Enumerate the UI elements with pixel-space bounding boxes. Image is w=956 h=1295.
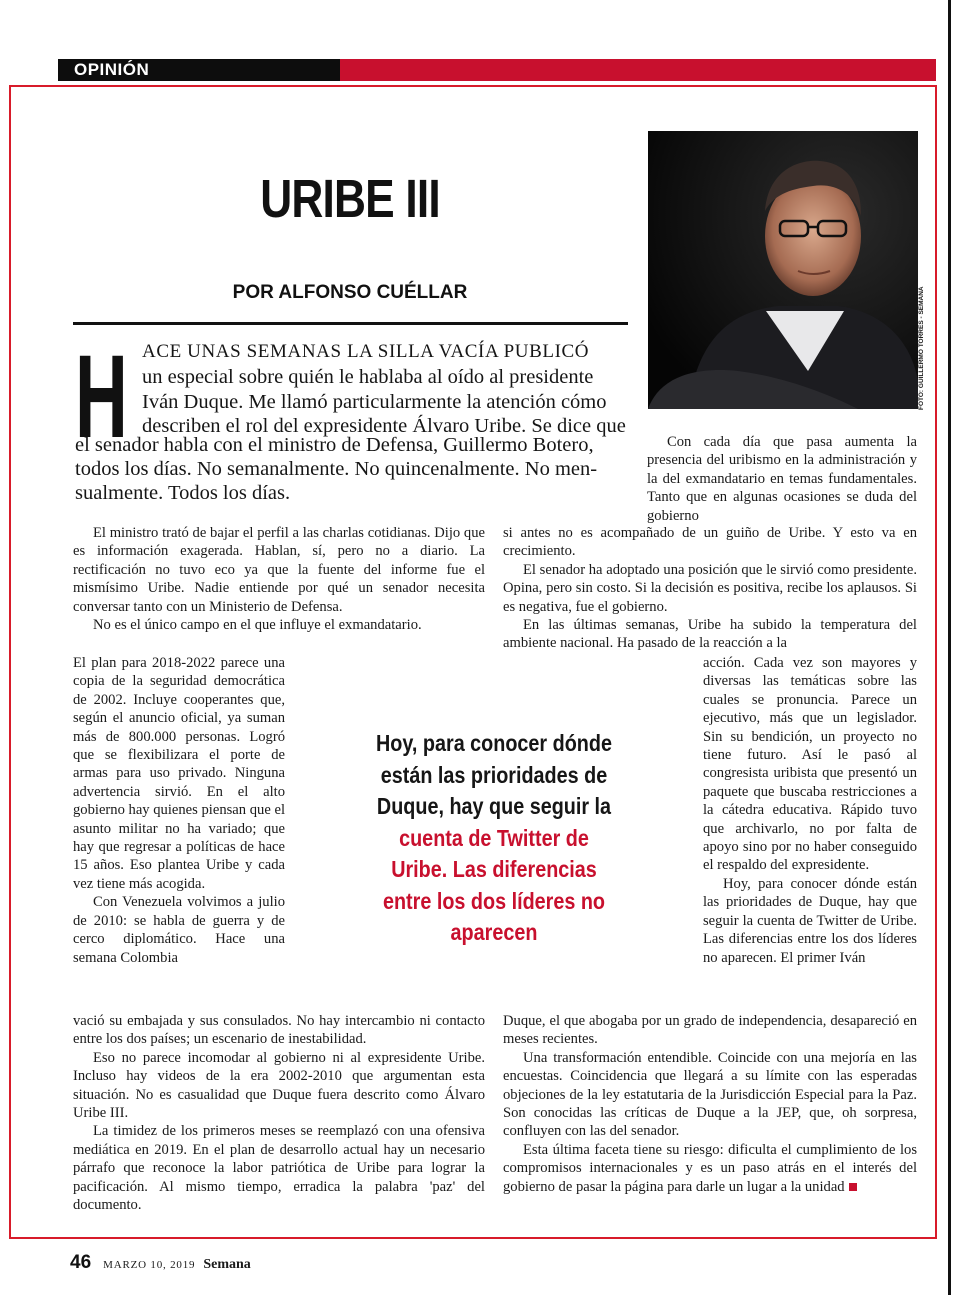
paragraph: Eso no parece incomodar al gobierno ni al expresidente Uribe. Incluso hay videos de la era 2002-2010 que argumentan esta situación. No es casualidad que Duque fuera descrito como Álvaro Uribe III.	[73, 1049, 485, 1122]
paragraph: vació su embajada y sus consulados. No hay intercambio ni contacto entre los dos países; un escenario de inestabilidad.	[73, 1013, 485, 1048]
pull-quote-line-red: cuenta de Twitter de	[399, 824, 589, 851]
lead-line: Iván Duque. Me llamó particularmente la atención cómo	[142, 391, 607, 413]
lead-line: todos los días. No semanalmente. No quincenalmente. No men-	[75, 458, 598, 480]
paragraph: La timidez de los primeros meses se reemplazó con una ofensiva mediática en 2019. En el plan de desarrollo actual hay un necesario párrafo que reconoce la labor patriótica de Uribe para lograr la pacificación. Al mismo tiempo, erradica la palabra 'paz' del documento.	[73, 1123, 485, 1214]
section-bar-red	[340, 59, 936, 81]
paragraph: Una transformación entendible. Coincide con una mejoría en las encuestas. Coincidencia que llegará a su límite con las esperadas objeciones de la ley estatutaria de la Jurisdicción Especial para la Paz. Son conocidas las críticas de Duque a la JEP, que, oh sorpresa, confluyen con las del senador.	[503, 1049, 917, 1140]
closing-text: Esta última faceta tiene su riesgo: dificulta el cumplimiento de los compromisos internacionales y es un paso atrás en el interés del gobierno de pasar la página para darle un lugar a la unidad	[503, 1141, 917, 1195]
pull-quote-line: están las prioridades de	[380, 761, 608, 788]
section-header-bar	[58, 59, 936, 81]
paragraph	[503, 1141, 917, 1196]
body-left-bottom	[73, 1012, 485, 1214]
body-left-narrow	[73, 654, 285, 967]
title-rule	[73, 322, 628, 325]
article-byline: POR ALFONSO CUÉLLAR	[232, 282, 468, 303]
page-footer	[70, 1252, 251, 1274]
lead-line: describen el rol del expresidente Álvaro Uribe. Se dice que	[142, 415, 626, 437]
drop-cap: H	[75, 331, 128, 463]
paragraph: En las últimas semanas, Uribe ha subido la temperatura del ambiente nacional. Ha pasado de la reacción a la	[503, 617, 917, 652]
paragraph: acción. Cada vez son mayores y diversas las temáticas sobre las cuales se pronuncia. Parece un ejecutivo, más que un legislador. Sin su bendición, un proyecto no tiene futuro. Así le pasó al congresista uribista que presentó un paquete que buscaba restricciones a la cátedra educativa. Rápido tuvo que archivarlo, no por falta de apoyo sino por no haber conseguido el respaldo del expresidente.	[703, 655, 917, 874]
paragraph: No es el único campo en el que influye el exmandatario.	[93, 617, 422, 634]
paragraph: El senador ha adoptado una posición que le sirvió como presidente. Opina, pero sin costo. Si la decisión es positiva, recibe los aplausos. Si es negativa, fue el gobierno.	[503, 561, 917, 615]
pull-quote-line-red: aparecen	[450, 919, 538, 945]
author-portrait-image	[648, 131, 918, 409]
pull-quote-line-red: entre los dos líderes no	[382, 887, 606, 914]
pull-quote-line: Duque, hay que seguir la	[376, 793, 612, 819]
paragraph: Con Venezuela volvimos a julio de 2010: se habla de guerra y de cerco diplomático. Hace una semana Colombia	[73, 894, 285, 966]
pull-quote-line-red: Uribe. Las diferencias	[391, 856, 597, 882]
pull-quote-line: Hoy, para conocer dónde	[376, 730, 612, 756]
page-number: 46	[70, 1252, 92, 1273]
lead-line: ACE UNAS SEMANAS LA SILLA VACÍA PUBLICÓ	[142, 341, 590, 362]
lead-line: el senador habla con el ministro de Defensa, Guillermo Botero,	[75, 434, 594, 456]
body-right-narrow	[703, 654, 917, 967]
magazine-name: Semana	[203, 1257, 251, 1272]
body-right-top	[647, 433, 917, 525]
lead-line: sualmente. Todos los días.	[75, 482, 291, 504]
paragraph: Hoy, para conocer dónde están las prioridades de Duque, hay que seguir la cuenta de Twitter de Uribe. Las diferencias entre los dos líderes no aparecen. El primer Iván	[703, 875, 917, 966]
photo-credit: FOTO: GUILLERMO TORRES - SEMANA	[918, 286, 925, 410]
paragraph: Duque, el que abogaba por un grado de independencia, desapareció en meses recientes.	[503, 1013, 917, 1048]
body-right-mid	[503, 524, 917, 653]
issue-date: MARZO 10, 2019	[103, 1259, 196, 1271]
paragraph: si antes no es acompañado de un guiño de Uribe. Y esto va en crecimiento.	[503, 525, 917, 560]
article-title: URIBE III	[260, 169, 440, 229]
end-of-article-mark	[849, 1183, 857, 1191]
lead-line: un especial sobre quién le hablaba al oído al presidente	[142, 366, 594, 388]
author-photo	[648, 131, 918, 409]
paragraph: El plan para 2018-2022 parece una copia de la seguridad democrática de 2002. Incluye cooperantes que, según el anuncio oficial, ya suman más de 800.000 personas. Logró que se flexibilizara el porte de armas para uso privado. Ninguna advertencia sirvió. En el alto gobierno hay quienes piensan que el asunto militar no ha variado; que hay que regresar a políticas de hace 15 años. Eso plantea Uribe y cada vez tiene más acogida.	[73, 655, 285, 892]
body-right-bottom	[503, 1012, 917, 1196]
pull-quote	[360, 728, 628, 949]
body-left-top	[73, 524, 485, 634]
paragraph: El ministro trató de bajar el perfil a las charlas cotidianas. Dijo que es información exagerada. Hablan, sí, pero no a diario. La rectificación no tuvo eco ya que la fuente del informe fue el mismísimo Uribe. Nadie entiende por qué un senador necesita conversar tanto con un Ministerio de Defensa.	[73, 525, 485, 615]
section-label: OPINIÓN	[74, 60, 150, 79]
paragraph: Con cada día que pasa aumenta la presencia del uribismo en la administración y la del exmandatario en temas fundamentales. Tanto que en algunas ocasiones se duda del gobierno	[647, 434, 917, 524]
